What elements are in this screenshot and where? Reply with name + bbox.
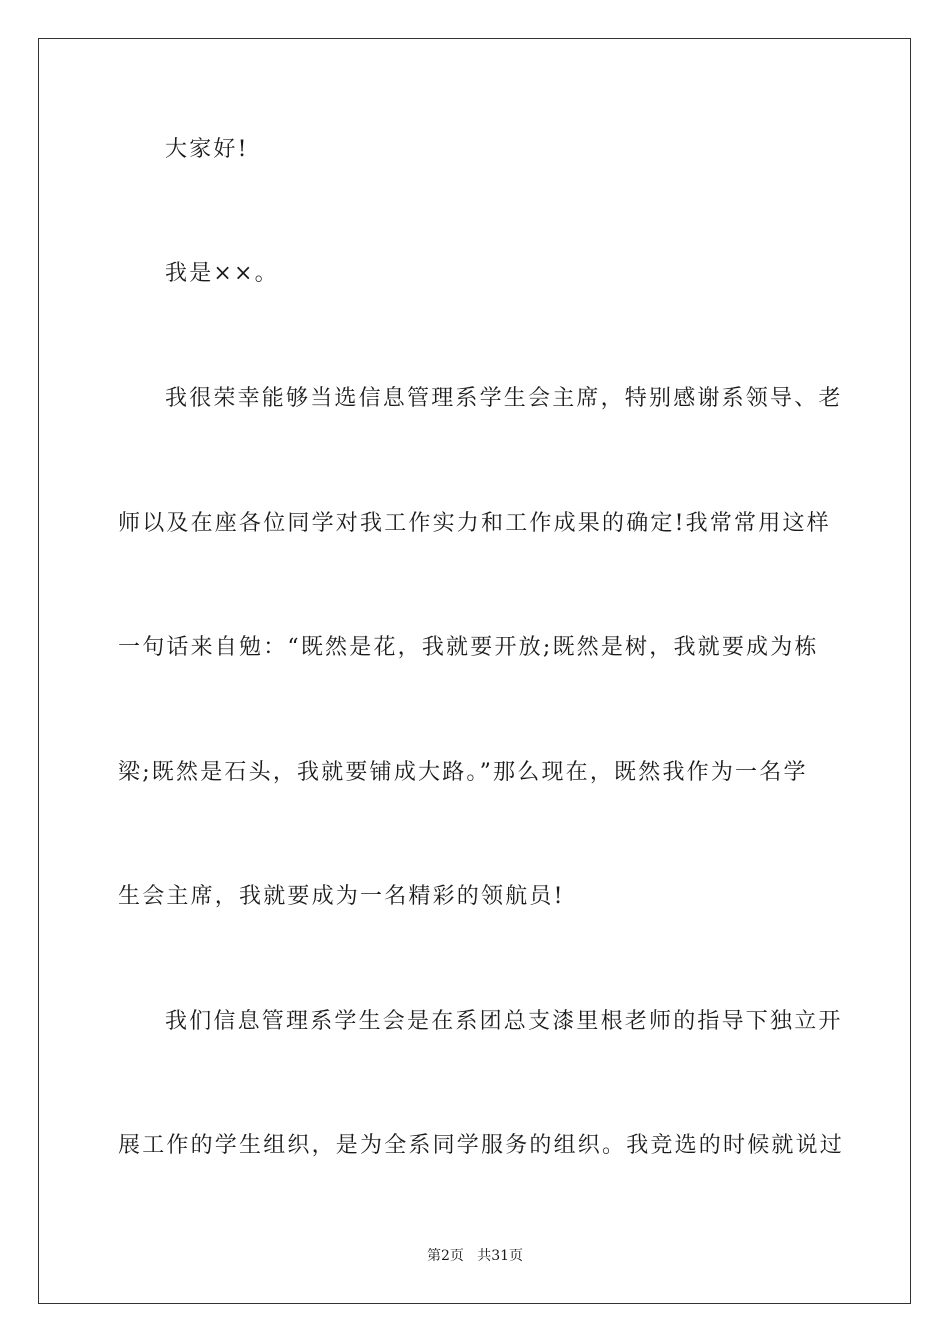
paragraph-greeting: 大家好! — [165, 137, 249, 162]
paragraph-line: 展工作的学生组织，是为全系同学服务的组织。我竞选的时候就说过 — [118, 1133, 845, 1158]
paragraph-line: 我很荣幸能够当选信息管理系学生会主席，特别感谢系领导、老 — [165, 386, 843, 411]
page-border — [38, 38, 911, 1304]
paragraph-introduction: 我是××。 — [165, 261, 279, 286]
page-number-footer — [0, 1246, 950, 1266]
paragraph-line: 梁;既然是石头，我就要铺成大路。”那么现在，既然我作为一名学 — [118, 760, 808, 785]
page-number-label: 第2页 共31页 — [426, 1248, 524, 1264]
paragraph-line: 一句话来自勉：“既然是花，我就要开放;既然是树，我就要成为栋 — [118, 635, 819, 660]
paragraph-line: 师以及在座各位同学对我工作实力和工作成果的确定!我常常用这样 — [118, 511, 831, 536]
paragraph-line: 我们信息管理系学生会是在系团总支漆里根老师的指导下独立开 — [165, 1009, 843, 1034]
paragraph-line: 生会主席，我就要成为一名精彩的领航员! — [118, 884, 565, 909]
